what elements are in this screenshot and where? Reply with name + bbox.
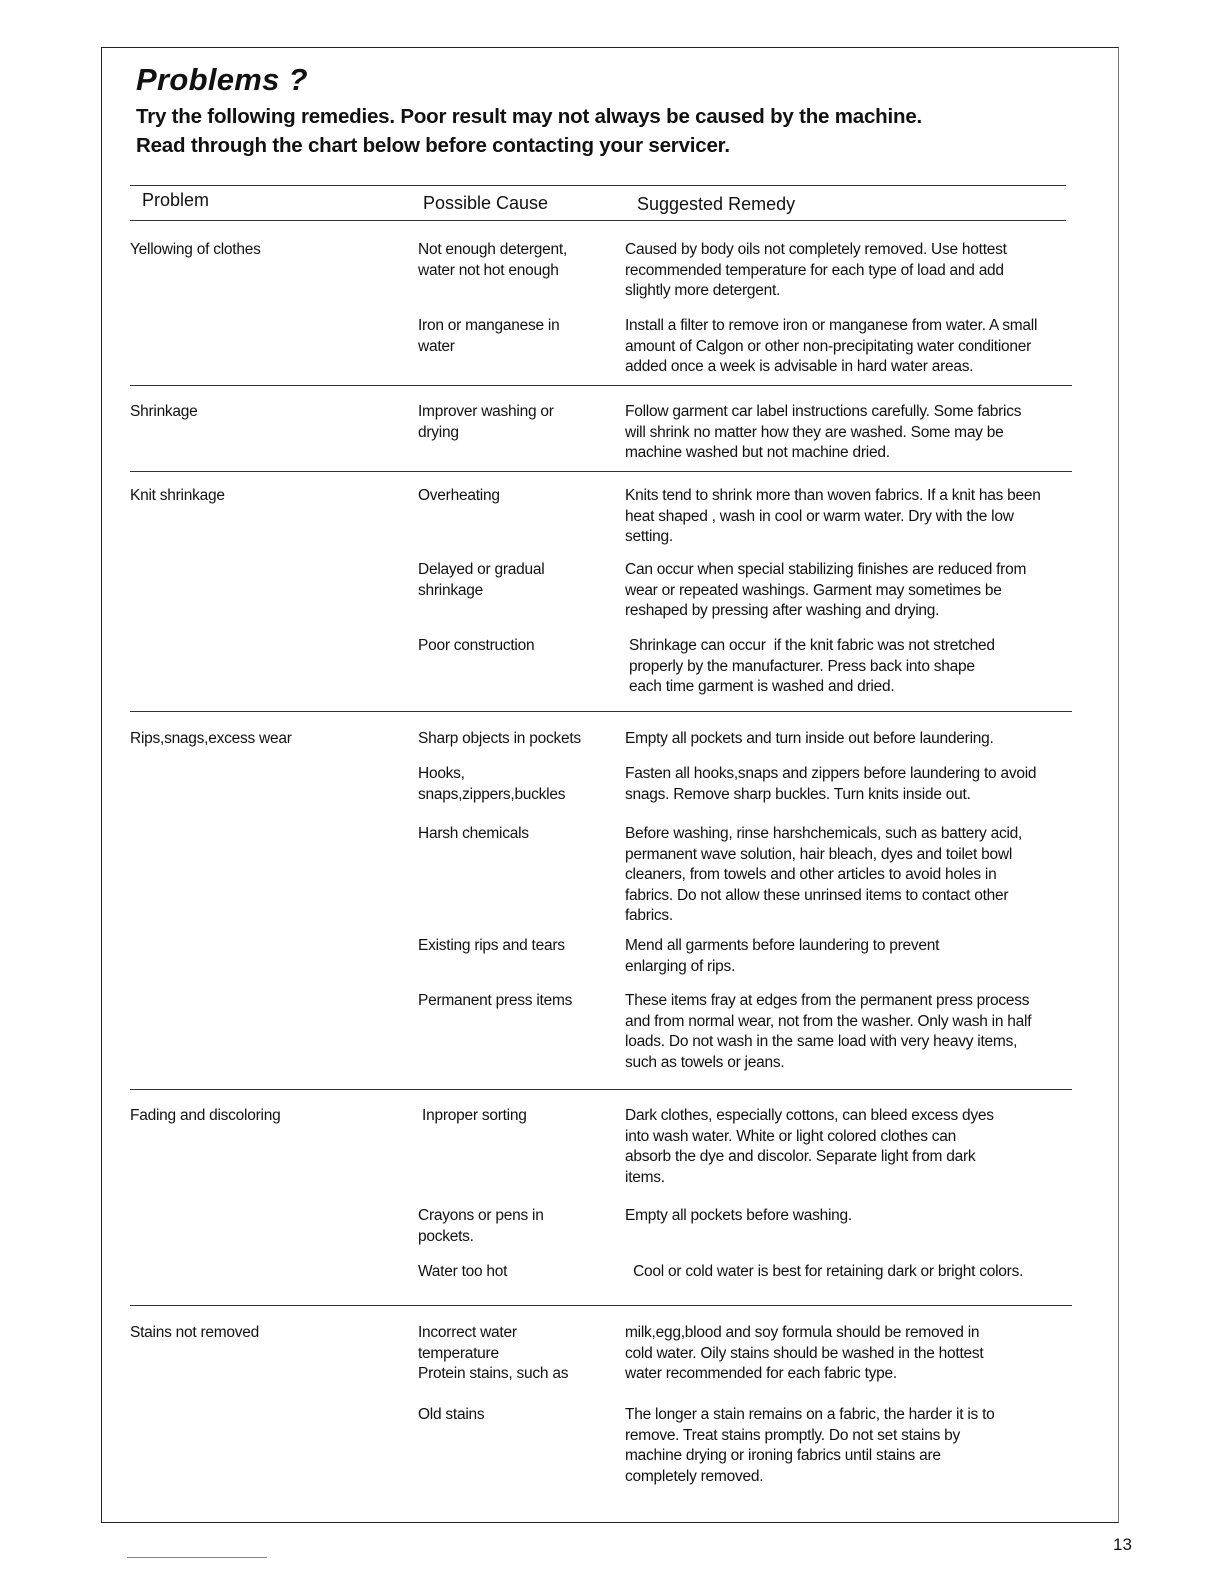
possible-cause: Sharp objects in pockets bbox=[418, 730, 581, 747]
suggested-remedy: Follow garment car label instructions carefully. Some fabrics will shrink no matter how they are washed. Some may be machine washed but not machine dried. bbox=[625, 403, 1022, 461]
possible-cause: Old stains bbox=[418, 1406, 485, 1423]
possible-cause: Inproper sorting bbox=[418, 1107, 527, 1124]
row-separator bbox=[130, 1089, 1072, 1090]
suggested-remedy: Knits tend to shrink more than woven fabrics. If a knit has been heat shaped , wash in cool or warm water. Dry with the low setting. bbox=[625, 487, 1041, 545]
row-separator bbox=[130, 471, 1072, 472]
possible-cause: Overheating bbox=[418, 487, 500, 504]
header-cause: Possible Cause bbox=[423, 193, 549, 213]
intro-line-2: Read through the chart below before contacting your servicer. bbox=[136, 134, 730, 157]
possible-cause: Crayons or pens in pockets. bbox=[418, 1207, 544, 1245]
possible-cause: Delayed or gradual shrinkage bbox=[418, 561, 545, 599]
suggested-remedy: The longer a stain remains on a fabric, the harder it is to remove. Treat stains promptly. Do not set stains by machine drying or ironing fabrics until stains are completely removed. bbox=[625, 1406, 995, 1485]
suggested-remedy: Shrinkage can occur if the knit fabric was not stretched properly by the manufacturer. Press back into shape each time garment is washed and dried. bbox=[629, 637, 995, 695]
suggested-remedy: Empty all pockets before washing. bbox=[625, 1207, 852, 1224]
possible-cause: Water too hot bbox=[418, 1263, 508, 1280]
header-top-rule bbox=[130, 185, 1066, 186]
page-number: 13 bbox=[1113, 1535, 1132, 1554]
problem-label: Rips,snags,excess wear bbox=[130, 730, 292, 747]
possible-cause: Iron or manganese in water bbox=[418, 317, 560, 355]
possible-cause: Harsh chemicals bbox=[418, 825, 529, 842]
problem-label: Stains not removed bbox=[130, 1324, 260, 1341]
suggested-remedy: Mend all garments before laundering to prevent enlarging of rips. bbox=[625, 937, 940, 975]
possible-cause: Permanent press items bbox=[418, 992, 573, 1009]
suggested-remedy: Fasten all hooks,snaps and zippers before laundering to avoid snags. Remove sharp buckles. Turn knits inside out. bbox=[625, 765, 1037, 803]
row-separator bbox=[130, 1305, 1072, 1306]
possible-cause: Incorrect water temperature Protein stains, such as bbox=[418, 1324, 569, 1382]
suggested-remedy: Cool or cold water is best for retaining dark or bright colors. bbox=[625, 1263, 1024, 1280]
header-problem: Problem bbox=[142, 190, 210, 210]
page-title: Problems ? bbox=[136, 62, 308, 97]
row-separator bbox=[130, 711, 1072, 712]
suggested-remedy: milk,egg,blood and soy formula should be removed in cold water. Oily stains should be washed in the hottest water recommended for each fabric type. bbox=[625, 1324, 984, 1382]
problem-label: Shrinkage bbox=[130, 403, 198, 420]
possible-cause: Hooks, snaps,zippers,buckles bbox=[418, 765, 566, 803]
possible-cause: Improver washing or drying bbox=[418, 403, 554, 441]
intro-line-1: Try the following remedies. Poor result may not always be caused by the machine. bbox=[136, 105, 923, 128]
header-remedy: Suggested Remedy bbox=[637, 194, 796, 214]
possible-cause: Existing rips and tears bbox=[418, 937, 565, 954]
footer-line bbox=[127, 1557, 267, 1558]
suggested-remedy: Install a filter to remove iron or manganese from water. A small amount of Calgon or other non-precipitating water conditioner added once a week is advisable in hard water areas. bbox=[625, 317, 1038, 375]
row-separator bbox=[130, 385, 1072, 386]
problem-label: Fading and discoloring bbox=[130, 1107, 281, 1124]
suggested-remedy: Caused by body oils not completely removed. Use hottest recommended temperature for each type of load and add slightly more detergent. bbox=[625, 241, 1007, 299]
possible-cause: Poor construction bbox=[418, 637, 535, 654]
suggested-remedy: These items fray at edges from the permanent press process and from normal wear, not from the washer. Only wash in half loads. Do not wash in the same load with very heavy items, such as towels or jeans. bbox=[625, 992, 1032, 1071]
problem-label: Knit shrinkage bbox=[130, 487, 225, 504]
suggested-remedy: Dark clothes, especially cottons, can bleed excess dyes into wash water. White or light colored clothes can absorb the dye and discolor. Separate light from dark items. bbox=[625, 1107, 994, 1186]
possible-cause: Not enough detergent, water not hot enough bbox=[418, 241, 568, 279]
header-bottom-rule bbox=[130, 220, 1066, 221]
suggested-remedy: Empty all pockets and turn inside out before laundering. bbox=[625, 730, 994, 747]
problem-label: Yellowing of clothes bbox=[130, 241, 261, 258]
suggested-remedy: Can occur when special stabilizing finishes are reduced from wear or repeated washings. Garment may sometimes be reshaped by pressing after washing and drying. bbox=[625, 561, 1027, 619]
suggested-remedy: Before washing, rinse harshchemicals, such as battery acid, permanent wave solution, hair bleach, dyes and toilet bowl cleaners, from towels and other articles to avoid holes in fabrics. Do not allow these unrinsed items to contact other fabrics. bbox=[625, 825, 1023, 924]
